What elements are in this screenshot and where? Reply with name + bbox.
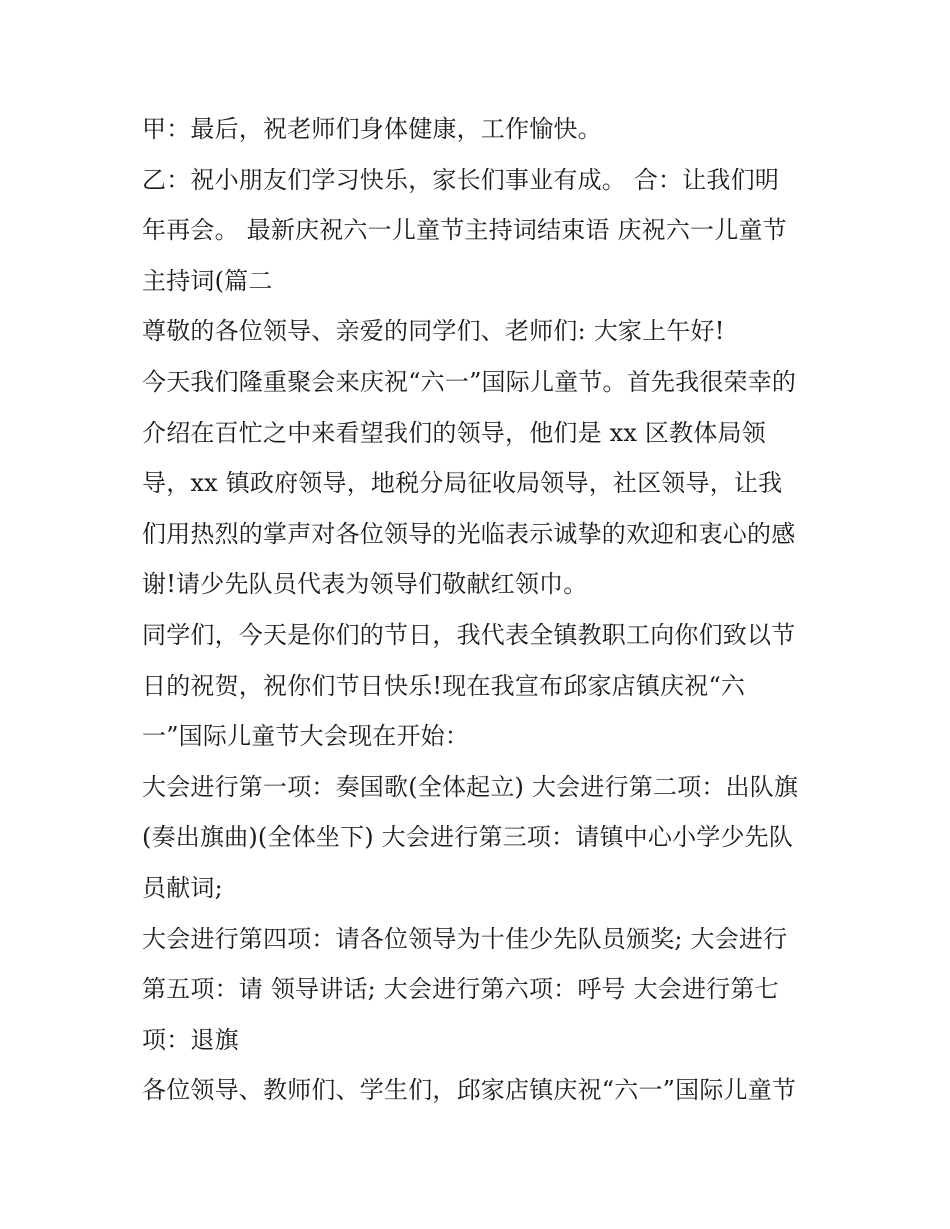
text-line: 员献词;	[142, 873, 223, 902]
text-line: 年再会。 最新庆祝六一儿童节主持词结束语 庆祝六一儿童节	[142, 216, 787, 245]
text-line: 第五项：请 领导讲话; 大会进行第六项：呼号 大会进行第七	[142, 975, 779, 1004]
text-line: 谢!请少先队员代表为领导们敬献红领巾。	[142, 570, 588, 599]
text-line: 今天我们隆重聚会来庆祝“六一”国际儿童节。首先我很荣幸的	[142, 367, 797, 396]
text-line: 项：退旗	[142, 1025, 239, 1054]
text-line: 导，xx 镇政府领导，地税分局征收局领导，社区领导，让我	[142, 469, 783, 498]
text-line: 甲：最后，祝老师们身体健康，工作愉快。	[142, 115, 602, 143]
text-line: 尊敬的各位领导、亲爱的同学们、老师们: 大家上午好!	[142, 317, 725, 346]
text-line: 同学们，今天是你们的节日，我代表全镇教职工向你们致以节	[142, 620, 796, 649]
document-body	[142, 104, 822, 1116]
text-line: 们用热烈的掌声对各位领导的光临表示诚挚的欢迎和衷心的感	[142, 519, 796, 548]
text-line: 乙：祝小朋友们学习快乐，家长们事业有成。 合：让我们明	[142, 165, 780, 194]
text-line: 大会进行第一项：奏国歌(全体起立) 大会进行第二项：出队旗	[142, 772, 799, 801]
text-line: (奏出旗曲)(全体坐下) 大会进行第三项：请镇中心小学少先队	[142, 823, 794, 852]
text-line: 日的祝贺，祝你们节日快乐!现在我宣布邱家店镇庆祝“六	[142, 671, 746, 700]
text-line: 介绍在百忙之中来看望我们的领导，他们是 xx 区教体局领	[142, 418, 766, 447]
text-line: 大会进行第四项：请各位领导为十佳少先队员颁奖; 大会进行	[142, 924, 788, 953]
text-line: 各位领导、教师们、学生们，邱家店镇庆祝“六一”国际儿童节	[142, 1076, 797, 1105]
text-line: 一”国际儿童节大会现在开始：	[142, 722, 470, 751]
text-line: 主持词(篇二	[142, 266, 273, 295]
